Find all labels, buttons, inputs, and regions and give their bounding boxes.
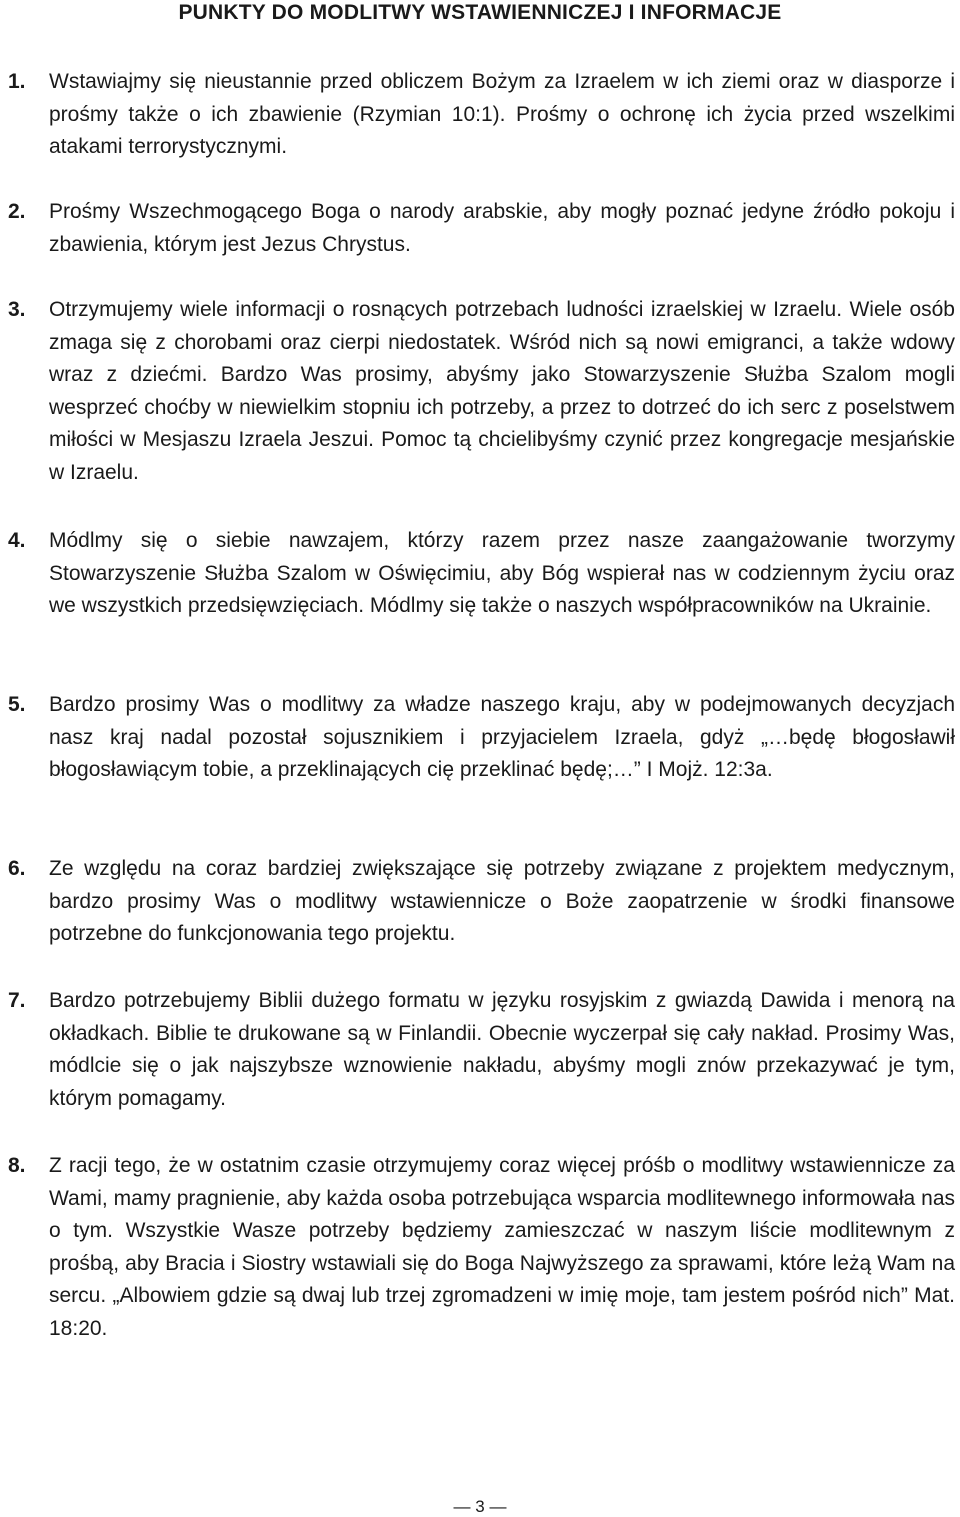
point-text: Z racji tego, że w ostatnim czasie otrzymujemy coraz więcej próśb o modlitwy wstawiennicze za Wami, mamy pragnienie, aby każda osoba potrzebująca wsparcia modlitewnego informowała nas o tym. Wszystkie Wasze potrzeby będziemy zamieszczać w naszym liście modlitewnym z prośbą, aby Bracia i Siostry wstawiali się do Boga Najwyższego za sprawami, które leżą Wam na sercu. „Albowiem gdzie są dwaj lub trzej zgromadzeni w imię moje, tam jestem pośród nich” Mat. 18:20. xyxy=(49,1154,955,1340)
point-number: 4. xyxy=(8,529,26,552)
point-text: Bardzo potrzebujemy Biblii dużego formatu w języku rosyjskim z gwiazdą Dawida i menorą na okładkach. Biblie te drukowane są w Finlandii. Obecnie wyczerpał się cały nakład. Prosimy Was, módlcie się o jak najszybsze wznowienie nakładu, abyśmy mogli znów przekazywać je tym, którym pomagamy. xyxy=(49,989,955,1110)
point-number: 7. xyxy=(8,989,26,1012)
page-number: — 3 — xyxy=(453,1497,507,1516)
point-text: Módlmy się o siebie nawzajem, którzy razem przez nasze zaangażowanie tworzymy Stowarzyszenie Służba Szalom w Oświęcimiu, aby Bóg wspierał nas w codziennym życiu oraz we wszystkich przedsięwzięciach. Módlmy się także o naszych współpracowników na Ukrainie. xyxy=(49,529,955,617)
point-number: 2. xyxy=(8,200,26,223)
point-number: 8. xyxy=(8,1154,26,1177)
point-number: 5. xyxy=(8,693,26,716)
point-text: Prośmy Wszechmogącego Boga o narody arabskie, aby mogły poznać jedyne źródło pokoju i zbawienia, którym jest Jezus Chrystus. xyxy=(49,200,955,256)
point-text: Wstawiajmy się nieustannie przed obliczem Bożym za Izraelem w ich ziemi oraz w diasporze i prośmy także o ich zbawienie (Rzymian 10:1). Prośmy o ochronę ich życia przed wszelkimi atakami terrorystycznymi. xyxy=(49,70,955,158)
page-title: PUNKTY DO MODLITWY WSTAWIENNICZEJ I INFORMACJE xyxy=(178,1,782,24)
point-text: Bardzo prosimy Was o modlitwy za władze naszego kraju, aby w podejmowanych decyzjach nasz kraj nadal pozostał sojusznikiem i przyjacielem Izraela, gdyż „…będę błogosławił błogosławiącym tobie, a przeklinających cię przeklinać będę;…” I Mojż. 12:3a. xyxy=(49,693,955,781)
point-number: 3. xyxy=(8,298,26,321)
point-number: 6. xyxy=(8,857,26,880)
point-text: Ze względu na coraz bardziej zwiększające się potrzeby związane z projektem medycznym, bardzo prosimy Was o modlitwy wstawiennicze o Boże zaopatrzenie w środki finansowe potrzebne do funkcjonowania tego projektu. xyxy=(49,857,955,945)
point-text: Otrzymujemy wiele informacji o rosnących potrzebach ludności izraelskiej w Izraelu. Wiele osób zmaga się z chorobami oraz cierpi niedostatek. Wśród nich są nowi emigranci, a także wdowy wraz z dziećmi. Bardzo Was prosimy, abyśmy jako Stowarzyszenie Służba Szalom mogli wesprzeć choćby w niewielkim stopniu ich potrzeby, a przez to dotrzeć do ich serc z poselstwem miłości w Mesjaszu Izraela Jeszui. Pomoc tą chcielibyśmy czynić przez kongregacje mesjańskie w Izraelu. xyxy=(49,298,955,484)
point-number: 1. xyxy=(8,70,26,93)
